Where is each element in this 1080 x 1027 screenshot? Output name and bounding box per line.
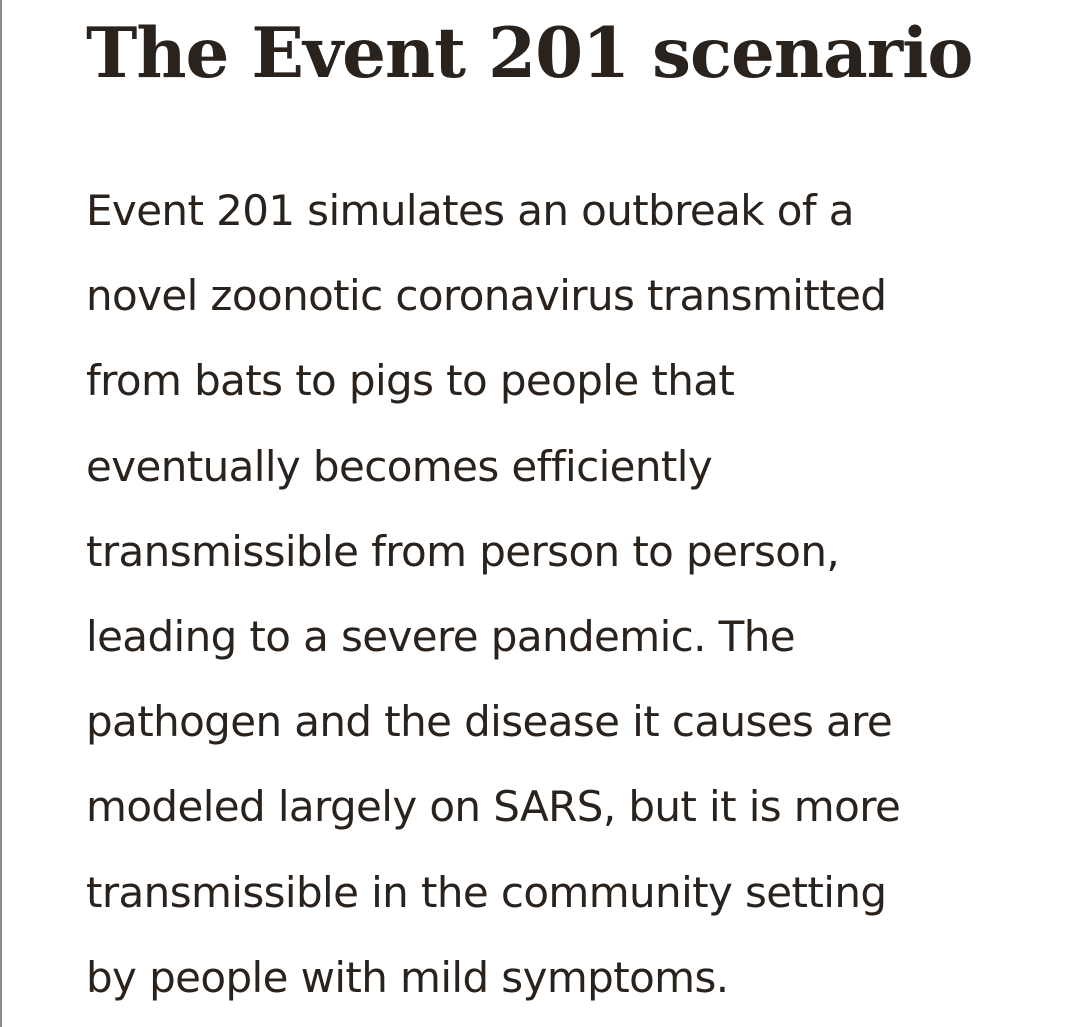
article-headline: The Event 201 scenario <box>86 13 973 94</box>
body-line: transmissible in the community setting <box>86 867 887 917</box>
body-line: modeled largely on SARS, but it is more <box>86 782 901 832</box>
body-line: transmissible from person to person, <box>86 526 840 576</box>
body-line: Event 201 simulates an outbreak of a <box>86 186 854 235</box>
body-line: novel zoonotic coronavirus transmitted <box>86 271 887 321</box>
body-line: by people with mild symptoms. <box>86 952 729 1002</box>
body-line: from bats to pigs to people that <box>86 356 735 406</box>
body-line: eventually becomes efficiently <box>86 441 713 491</box>
body-line: pathogen and the disease it causes are <box>86 697 893 747</box>
article-body <box>86 168 1046 1020</box>
left-border-rule <box>0 0 2 1027</box>
article <box>86 0 1046 1002</box>
body-line: leading to a severe pandemic. The <box>86 611 795 661</box>
